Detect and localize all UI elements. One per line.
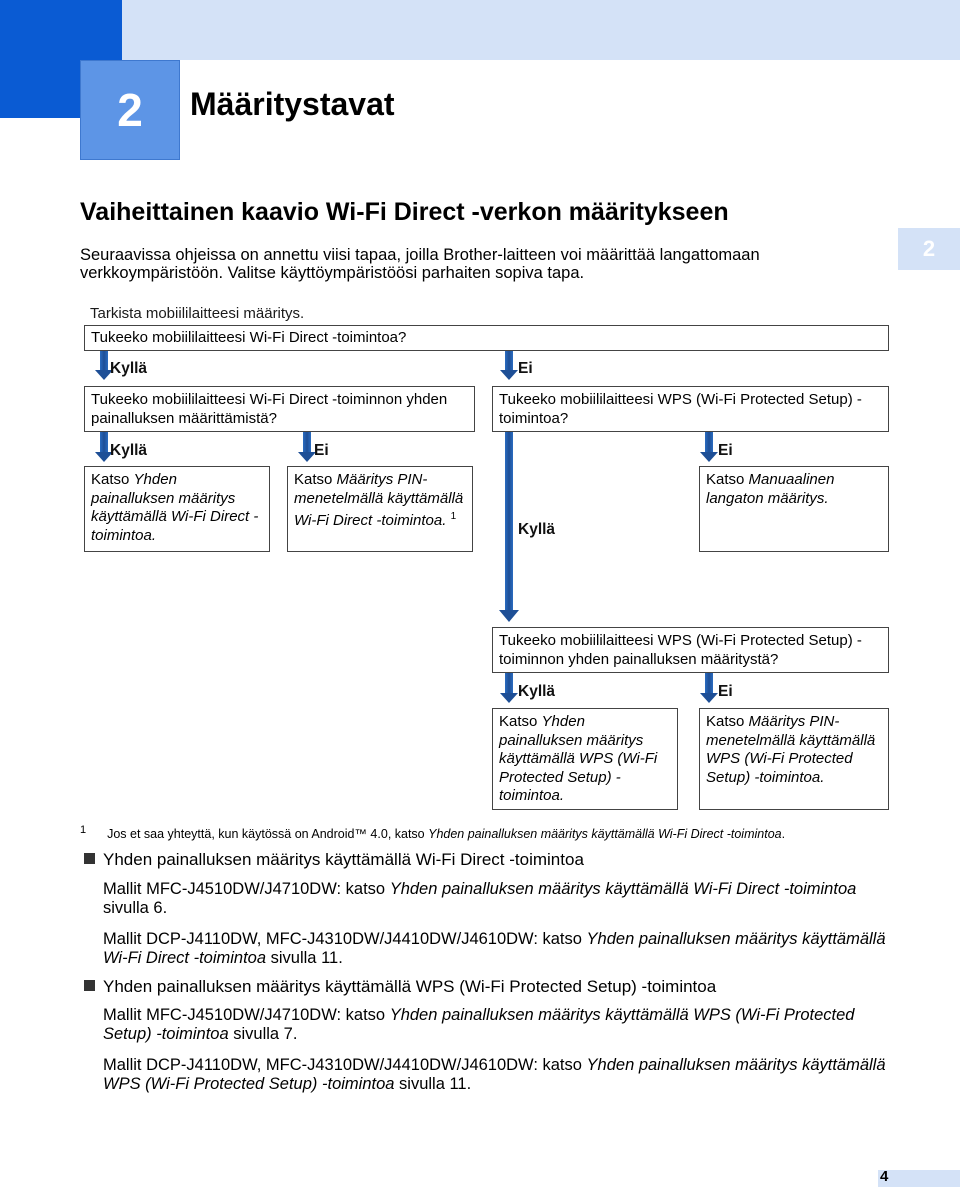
- result-reference: Yhden painalluksen määritys käyttämällä WPS (Wi-Fi Protected Setup) -toimintoa.: [499, 713, 658, 804]
- page-suffix: sivulla 11.: [394, 1075, 472, 1093]
- section-title: Vaiheittainen kaavio Wi-Fi Direct -verkon määritykseen: [80, 198, 729, 226]
- flow-question-wps: [492, 386, 889, 432]
- arrow-down-icon: [500, 351, 518, 380]
- footnote-text: Jos et saa yhteyttä, kun käytössä on Android™ 4.0, katso: [107, 827, 429, 842]
- bullet-square-icon: [84, 980, 95, 991]
- page-reference: Yhden painalluksen määritys käyttämällä WPS (Wi-Fi Protected Setup) -toimintoa: [103, 1006, 855, 1043]
- model-paragraph: [103, 1056, 903, 1094]
- flow-yes-label: Kyllä: [518, 521, 556, 538]
- page-suffix: sivulla 7.: [228, 1025, 298, 1043]
- flow-question-text: Tukeeko mobiililaitteesi WPS (Wi-Fi Protected Setup) -toiminnon yhden painalluksen määritystä?: [499, 632, 862, 668]
- footnote-end: .: [781, 827, 786, 842]
- footnote-marker: 1: [450, 511, 457, 522]
- page-suffix: sivulla 6.: [103, 899, 168, 917]
- model-paragraph: [103, 1006, 903, 1044]
- arrow-down-icon: [700, 673, 718, 703]
- chapter-side-tab: 2: [898, 228, 960, 270]
- flow-question-text: Tukeeko mobiililaitteesi WPS (Wi-Fi Protected Setup) -toimintoa?: [499, 391, 862, 427]
- page-reference: Yhden painalluksen määritys käyttämällä Wi-Fi Direct -toimintoa: [389, 880, 857, 898]
- bullet-square-icon: [84, 853, 95, 864]
- page-reference: Yhden painalluksen määritys käyttämällä WPS (Wi-Fi Protected Setup) -toimintoa: [103, 1056, 886, 1093]
- model-text: Mallit MFC-J4510DW/J4710DW: katso: [103, 1006, 390, 1024]
- flow-no-label: Ei: [718, 442, 733, 459]
- footnote-reference: Yhden painalluksen määritys käyttämällä Wi-Fi Direct -toimintoa: [428, 827, 782, 842]
- flow-yes-label: Kyllä: [110, 442, 148, 459]
- intro-paragraph: Seuraavissa ohjeissa on annettu viisi tapaa, joilla Brother-laitteen voi määrittää langattomaan verkkoympäristöön. Valitse käyttöympäristöösi parhaiten sopiva tapa.: [80, 246, 760, 282]
- see-prefix: Katso: [499, 713, 538, 730]
- model-paragraph: [103, 930, 903, 968]
- chapter-title: Määritystavat: [190, 86, 395, 122]
- flow-yes-label: Kyllä: [110, 360, 148, 377]
- arrow-down-icon: [500, 673, 518, 703]
- page-suffix: sivulla 11.: [266, 949, 343, 967]
- arrow-down-icon: [700, 432, 718, 462]
- flow-result-wifi-direct-one-push: [84, 466, 270, 552]
- model-text: Mallit DCP-J4110DW, MFC-J4310DW/J4410DW/J4610DW: katso: [103, 930, 587, 948]
- flow-yes-label: Kyllä: [518, 683, 556, 700]
- footnote-number: 1: [80, 824, 87, 836]
- flow-no-label: Ei: [314, 442, 329, 459]
- flow-result-wps-pin: [699, 708, 889, 810]
- flow-question-text: Tukeeko mobiililaitteesi Wi-Fi Direct -toimintoa?: [91, 329, 407, 346]
- flow-question-one-push-wifi-direct: [84, 386, 475, 432]
- see-prefix: Katso: [294, 471, 333, 488]
- page-number-band: [878, 1170, 960, 1187]
- flow-check-label: Tarkista mobiililaitteesi määritys.: [90, 305, 305, 322]
- flow-question-wps-one-push: [492, 627, 889, 673]
- flow-result-wps-one-push: [492, 708, 678, 810]
- see-prefix: Katso: [706, 471, 745, 488]
- result-reference: Määritys PIN-menetelmällä käyttämällä WPS (Wi-Fi Protected Setup) -toimintoa.: [706, 713, 876, 786]
- bullet-text: Yhden painalluksen määritys käyttämällä WPS (Wi-Fi Protected Setup) -toimintoa: [103, 977, 717, 996]
- page-reference: Yhden painalluksen määritys käyttämällä Wi-Fi Direct -toimintoa: [103, 930, 886, 967]
- chapter-number: 2: [80, 60, 180, 160]
- page-number: 4: [880, 1168, 889, 1185]
- model-text: Mallit MFC-J4510DW/J4710DW: katso: [103, 880, 390, 898]
- bullet-heading-wifi-direct: [84, 850, 584, 870]
- see-prefix: Katso: [706, 713, 745, 730]
- result-reference: Yhden painalluksen määritys käyttämällä Wi-Fi Direct -toimintoa.: [91, 471, 259, 544]
- arrow-down-icon: [499, 432, 519, 622]
- bullet-heading-wps: [84, 977, 716, 997]
- flow-question-text: Tukeeko mobiililaitteesi Wi-Fi Direct -toiminnon yhden painalluksen määrittämistä?: [91, 391, 448, 427]
- model-text: Mallit DCP-J4110DW, MFC-J4310DW/J4410DW/J4610DW: katso: [103, 1056, 587, 1074]
- see-prefix: Katso: [91, 471, 130, 488]
- flow-result-wifi-direct-pin: [287, 466, 473, 552]
- bullet-text: Yhden painalluksen määritys käyttämällä Wi-Fi Direct -toimintoa: [103, 850, 584, 869]
- flow-no-label: Ei: [718, 683, 733, 700]
- flow-result-manual: [699, 466, 889, 552]
- result-reference: Määritys PIN-menetelmällä käyttämällä Wi-Fi Direct -toimintoa.: [294, 471, 464, 529]
- model-paragraph: [103, 880, 903, 918]
- flow-no-label: Ei: [518, 360, 533, 377]
- result-reference: Manuaalinen langaton määritys.: [706, 471, 835, 507]
- footnote: [80, 824, 785, 841]
